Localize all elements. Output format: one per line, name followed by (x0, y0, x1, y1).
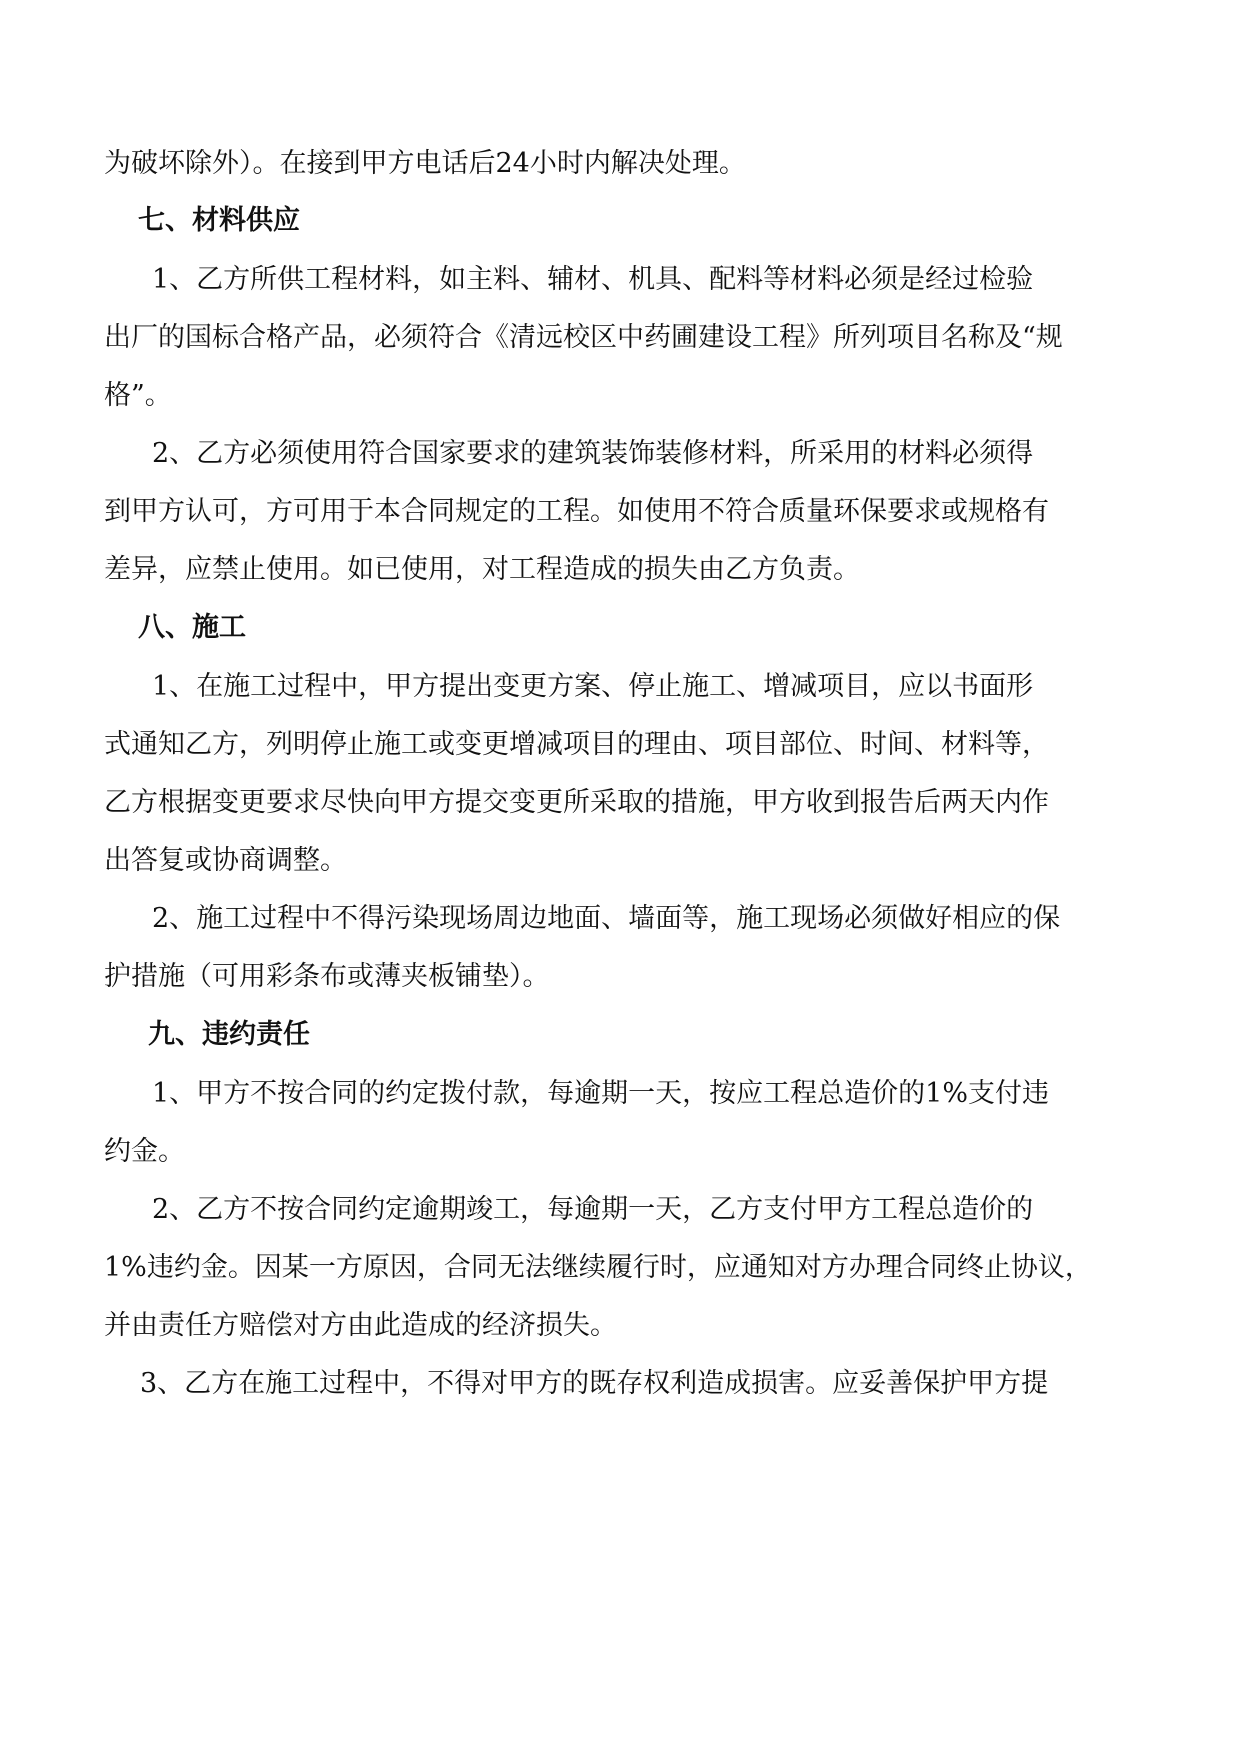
text-line: 1、甲方不按合同的约定拨付款，每逾期一天，按应工程总造价的1%支付违 (152, 1078, 1050, 1109)
text-line: 1、在施工过程中，甲方提出变更方案、停止施工、增减项目，应以书面形 (152, 671, 1034, 702)
text-line: 3、乙方在施工过程中，不得对甲方的既存权利造成损害。应妥善保护甲方提 (140, 1368, 1049, 1399)
section-heading-liability: 九、违约责任 (148, 1019, 310, 1050)
text-line: 出厂的国标合格产品，必须符合《清远校区中药圃建设工程》所列项目名称及“规 (104, 322, 1063, 353)
text-line: 到甲方认可，方可用于本合同规定的工程。如使用不符合质量环保要求或规格有 (104, 496, 1049, 527)
section-heading-construction: 八、施工 (138, 612, 246, 643)
text-line: 2、乙方不按合同约定逾期竣工，每逾期一天，乙方支付甲方工程总造价的 (152, 1194, 1034, 1225)
text-line: 出答复或协商调整。 (104, 845, 347, 876)
text-line: 1%违约金。因某一方原因，合同无法继续履行时，应通知对方办理合同终止协议， (104, 1252, 1092, 1283)
text-line: 护措施（可用彩条布或薄夹板铺垫）。 (104, 961, 550, 992)
text-line: 格”。 (104, 380, 172, 411)
section-heading-materials: 七、材料供应 (138, 205, 300, 236)
text-line: 2、乙方必须使用符合国家要求的建筑装饰装修材料，所采用的材料必须得 (152, 438, 1034, 469)
text-line: 并由责任方赔偿对方由此造成的经济损失。 (104, 1310, 617, 1341)
text-line: 为破坏除外）。在接到甲方电话后24小时内解决处理。 (104, 148, 746, 179)
text-line: 乙方根据变更要求尽快向甲方提交变更所采取的措施，甲方收到报告后两天内作 (104, 787, 1049, 818)
text-line: 2、施工过程中不得污染现场周边地面、墙面等，施工现场必须做好相应的保 (152, 903, 1061, 934)
text-line: 1、乙方所供工程材料，如主料、辅材、机具、配料等材料必须是经过检验 (152, 264, 1034, 295)
text-line: 差异，应禁止使用。如已使用，对工程造成的损失由乙方负责。 (104, 554, 860, 585)
text-line: 式通知乙方，列明停止施工或变更增减项目的理由、项目部位、时间、材料等， (104, 729, 1049, 760)
text-line: 约金。 (104, 1136, 185, 1167)
